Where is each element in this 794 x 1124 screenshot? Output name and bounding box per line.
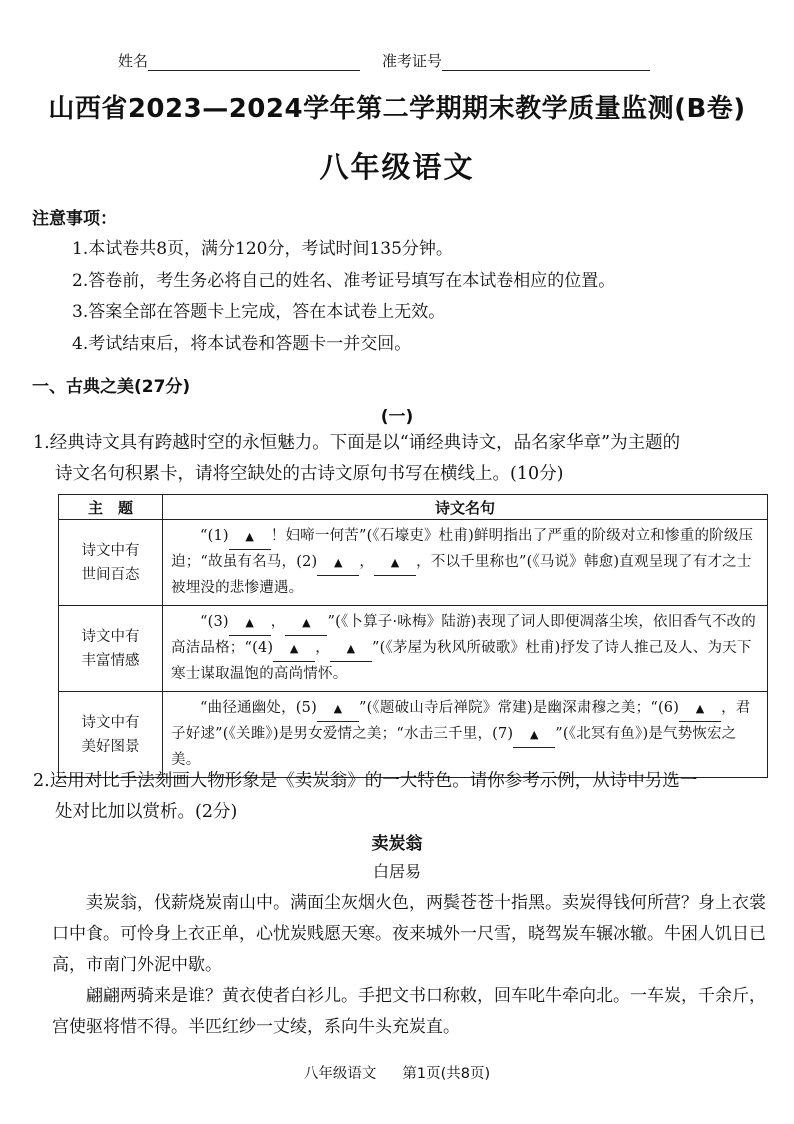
content-text: ”(《卜算子·咏梅》陆游)表现了词人即便凋落尘埃，依旧香气不改的高洁品格；“(4) [171, 614, 756, 656]
content-text: ”(《茅屋为秋风所破歌》杜甫)抒发了诗人推己及人、为天下寒士谋取温饱的高尚情怀。 [171, 640, 752, 682]
content-cell [163, 606, 768, 692]
theme-cell [59, 692, 163, 778]
poem-title: 卖炭翁 [371, 834, 423, 854]
content-text: “(3) [200, 614, 229, 630]
exam-id-label: 准考证号 [382, 52, 443, 70]
content-text: ！妇啼一何苦”(《石壕吏》杜甫)鲜明指出了严重的阶级对立和惨重的阶级压迫；“故虽有名马，(2) [171, 528, 754, 570]
answer-blank[interactable]: ▲ [229, 524, 271, 550]
table-header-theme: 主 题 [59, 495, 163, 520]
answer-blank[interactable]: ▲ [330, 636, 372, 662]
notes-item: 1.本试卷共8页，满分120分，考试时间135分钟。 [72, 239, 453, 259]
name-field-line [148, 54, 360, 71]
notes-list [72, 234, 615, 360]
poem-author: 白居易 [372, 862, 421, 881]
notes-item: 4.考试结束后，将本试卷和答题卡一并交回。 [72, 333, 412, 354]
content-text: ”(《北冥有鱼》)是气势恢宏之美。 [171, 726, 737, 768]
exam-subject-title: 八年级语文 [319, 150, 475, 184]
page-footer [0, 1062, 794, 1083]
footer-subject: 八年级语文 [303, 1066, 377, 1082]
answer-blank[interactable]: ▲ [285, 610, 327, 636]
answer-blank[interactable]: ▲ [679, 696, 721, 722]
theme-text: 诗文中有 [81, 628, 140, 645]
poem-card-table [58, 494, 768, 778]
content-text: ”(《题破山寺后禅院》常建)是幽深肃穆之美；“(6) [358, 700, 680, 716]
answer-blank[interactable]: ▲ [317, 696, 359, 722]
theme-text: 世间百态 [81, 566, 140, 583]
question-2-line: 2.运用对比手法刻画人物形象是《卖炭翁》的一大特色。请你参考示例，从诗中另选一 [33, 771, 698, 791]
theme-text: 诗文中有 [81, 542, 140, 559]
notes-item: 3.答案全部在答题卡上完成，答在本试卷上无效。 [72, 302, 446, 322]
candidate-info-bar [118, 50, 650, 71]
poem-paragraph: 卖炭翁，伐薪烧炭南山中。满面尘灰烟火色，两鬓苍苍十指黑。卖炭得钱何所营？身上衣裳口中食。可怜身上衣正单，心忧炭贱愿天寒。夜来城外一尺雪，晓驾炭车辗冰辙。牛困人饥日已高，市南门外泥中歇。 [52, 893, 766, 975]
content-text: “(1) [200, 528, 229, 544]
table-row [59, 520, 768, 606]
poem-paragraph: 翩翩两骑来是谁？黄衣使者白衫儿。手把文书口称敕，回车叱牛牵向北。一车炭，千余斤，宫使驱将惜不得。半匹红纱一丈绫，系向牛头充炭直。 [52, 986, 766, 1037]
notes-item: 2.答卷前，考生务必将自己的姓名、准考证号填写在本试卷相应的位置。 [72, 270, 616, 291]
answer-blank[interactable]: ▲ [273, 636, 315, 662]
answer-blank[interactable]: ▲ [229, 610, 271, 636]
notes-heading: 注意事项： [32, 209, 117, 229]
answer-blank[interactable]: ▲ [374, 550, 416, 576]
exam-id-field-line [442, 54, 650, 71]
exam-title: 山西省2023—2024学年第二学期期末教学质量监测(B卷) [48, 94, 746, 124]
question-1-line: 1.经典诗文具有跨越时空的永恒魅力。下面是以“诵经典诗文，品名家华章”为主题的 [33, 433, 681, 453]
theme-cell [59, 606, 163, 692]
footer-page-number: 第1页(共8页) [402, 1066, 491, 1082]
table-row [59, 692, 768, 778]
content-text: “曲径通幽处，(5) [200, 700, 317, 716]
theme-text: 丰富情感 [81, 652, 140, 669]
theme-cell [59, 520, 163, 606]
content-text: ， [315, 640, 330, 656]
content-cell [163, 692, 768, 778]
answer-blank[interactable]: ▲ [317, 550, 359, 576]
part-heading: (一) [380, 407, 414, 427]
table-row [59, 606, 768, 692]
theme-text: 美好图景 [81, 738, 140, 755]
content-cell [163, 520, 768, 606]
theme-text: 诗文中有 [81, 714, 140, 731]
table-header-lines: 诗文名句 [163, 495, 768, 520]
content-text: ， [359, 554, 375, 570]
answer-blank[interactable]: ▲ [513, 722, 555, 748]
content-text: ，君子好逑”(《关雎》)是男女爱情之美；“水击三千里，(7) [171, 700, 751, 742]
question-1 [33, 428, 773, 490]
question-2 [33, 766, 773, 828]
question-2-line: 处对比加以赏析。(2分) [55, 802, 238, 822]
question-1-line: 诗文名句积累卡，请将空缺处的古诗文原句书写在横线上。(10分) [55, 464, 564, 484]
name-label: 姓名 [118, 52, 149, 70]
section-heading: 一、古典之美(27分) [32, 377, 191, 397]
table-header-row [59, 495, 768, 520]
poem-body [52, 888, 774, 1043]
content-text: ，不以千里称也”(《马说》韩愈)直观呈现了有才之士被埋没的悲惨遭遇。 [171, 554, 752, 596]
content-text: ， [270, 614, 286, 630]
